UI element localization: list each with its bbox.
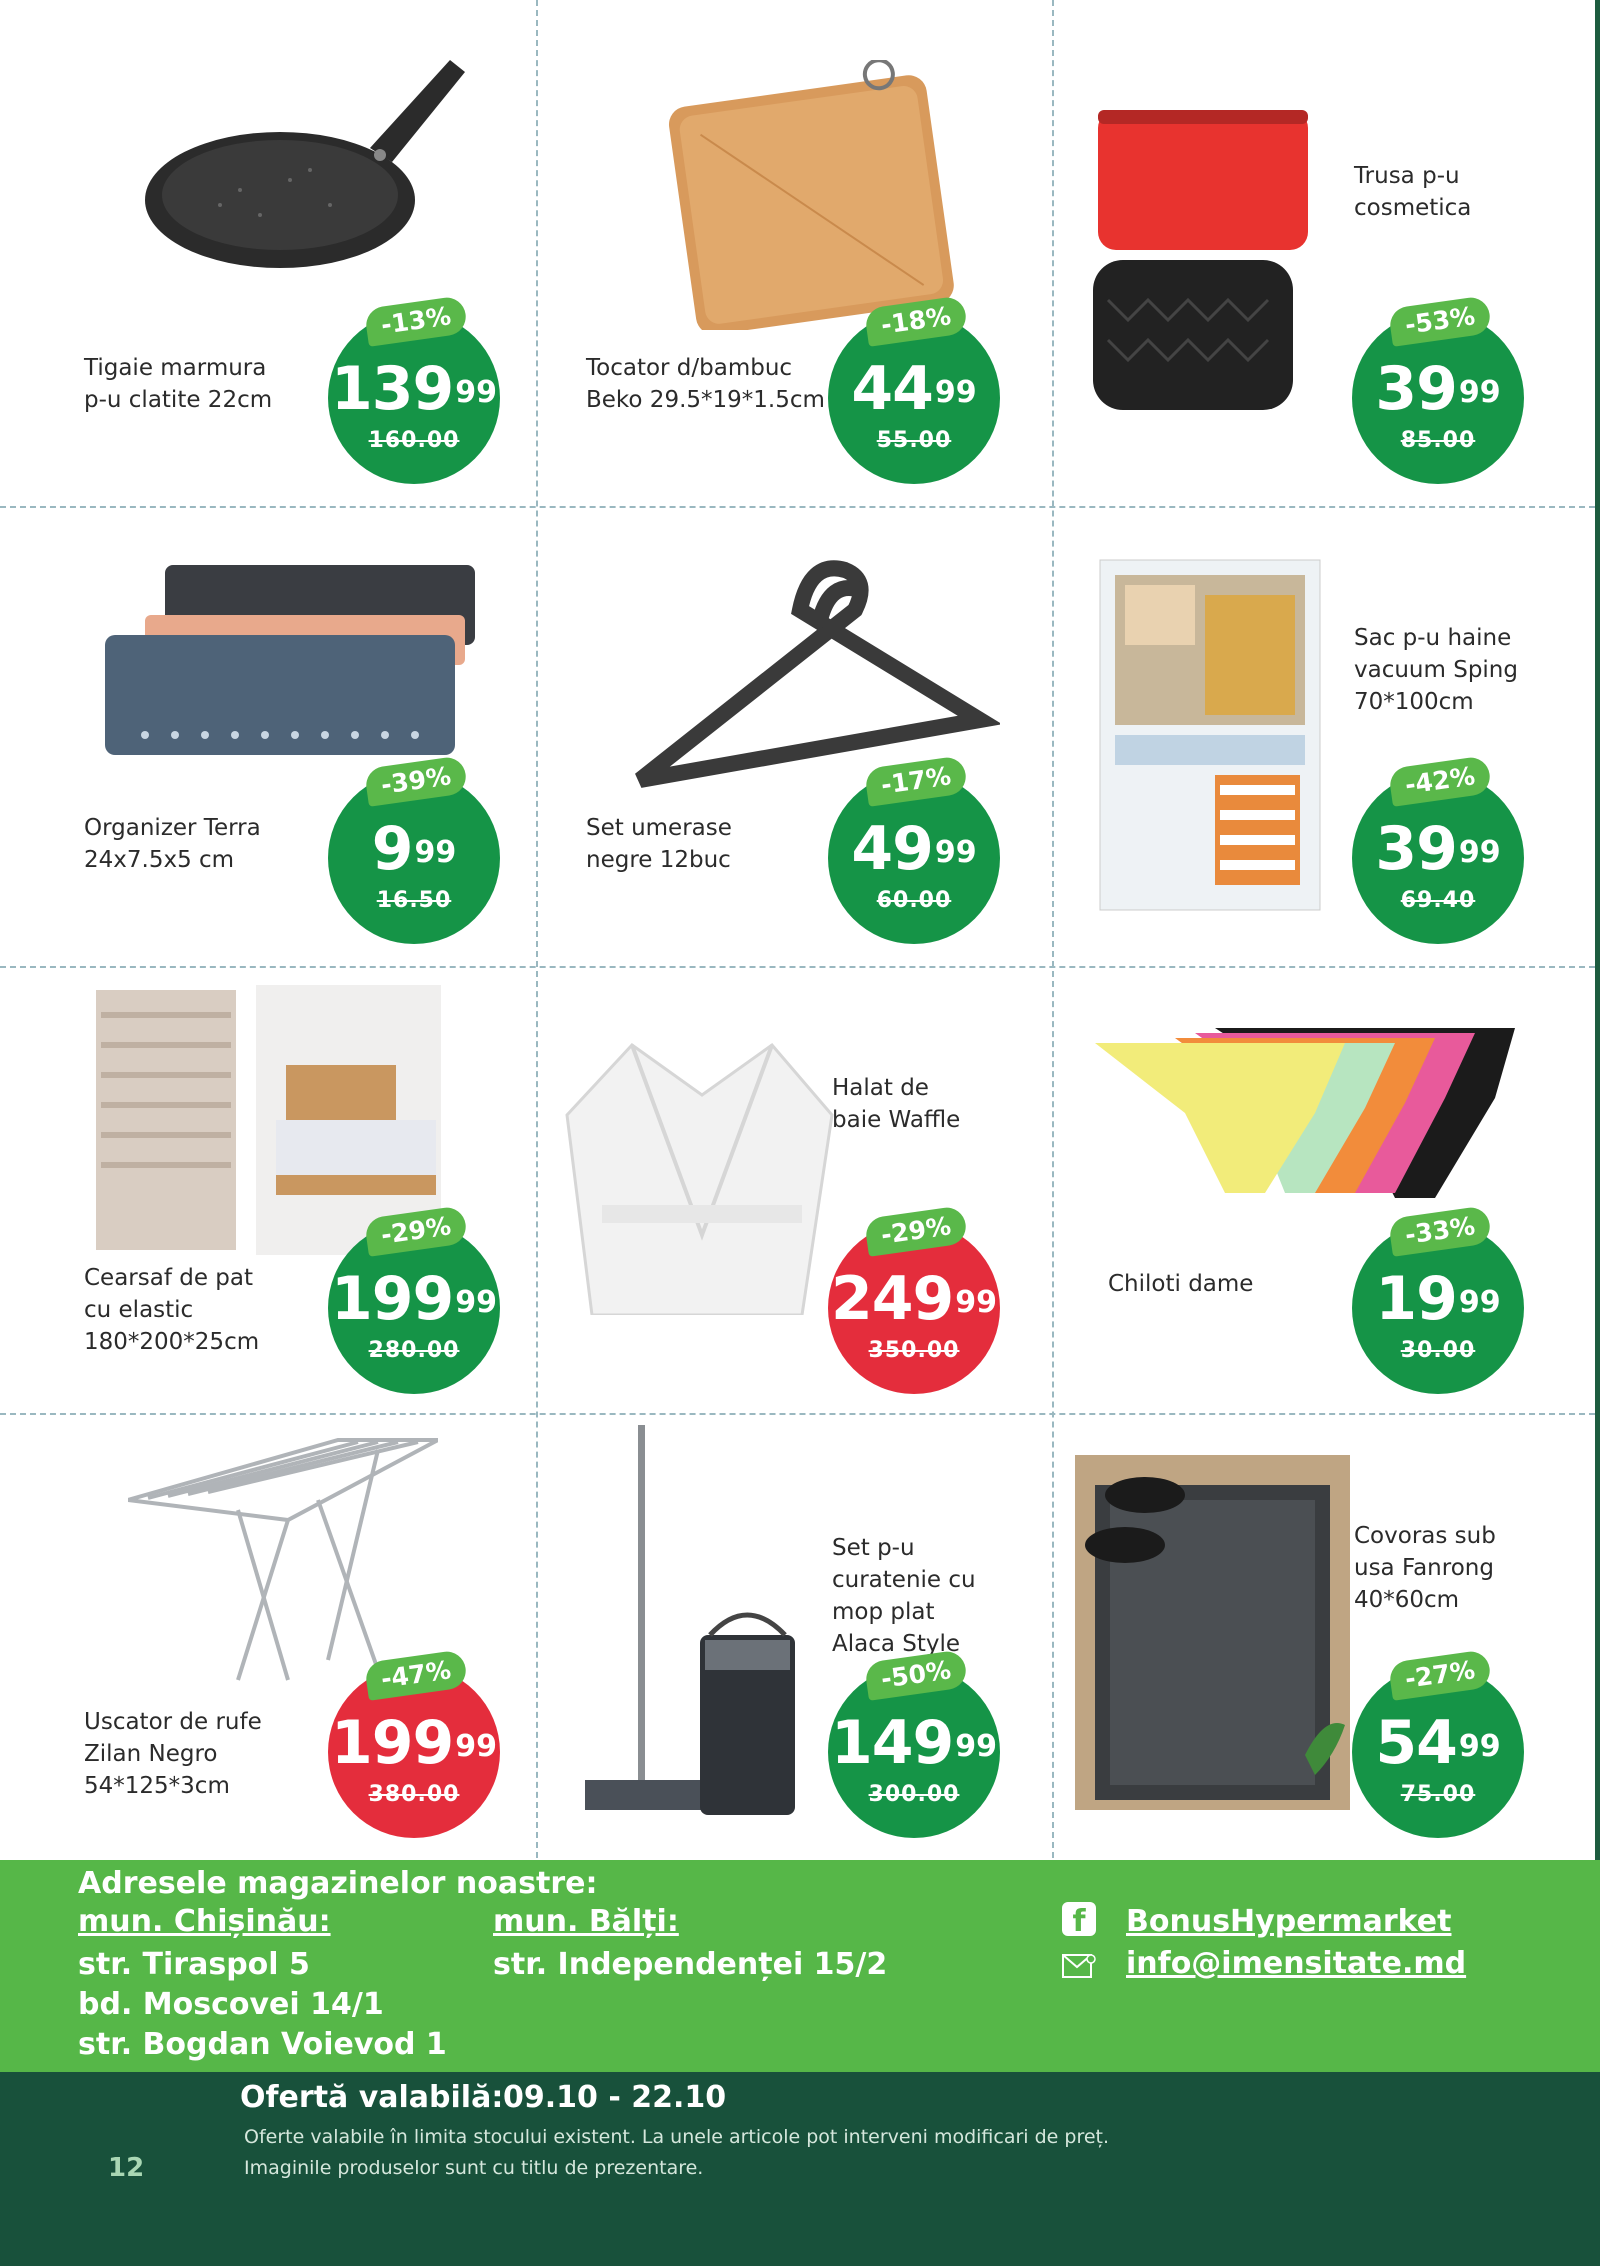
facebook-icon: f [1062, 1902, 1096, 1936]
price-decimal: 99 [934, 835, 977, 870]
price [328, 354, 500, 424]
price-integer: 249 [831, 1264, 954, 1334]
bathrobe-icon [562, 1035, 837, 1315]
email-icon [1062, 1954, 1096, 1978]
old-price: 380.00 [368, 1782, 460, 1807]
old-price: 55.00 [876, 428, 952, 453]
vacuum-bag-icon [1095, 555, 1325, 915]
price-badge [1352, 761, 1524, 944]
price-decimal: 99 [1458, 1729, 1501, 1764]
product-name: Cearsaf de pat cu elastic 180*200*25cm [84, 1265, 260, 1355]
grid-divider [0, 1413, 1595, 1415]
price-integer: 39 [1375, 354, 1457, 424]
discount-tag: -33% [1388, 1205, 1492, 1257]
old-price: 60.00 [876, 888, 952, 913]
old-price: 69.40 [1400, 888, 1476, 913]
old-price: 300.00 [868, 1782, 960, 1807]
price [1352, 1708, 1524, 1778]
price [328, 814, 500, 884]
price-decimal: 99 [955, 1729, 997, 1764]
price-badge [328, 1211, 500, 1394]
cutting-board-icon [650, 60, 970, 330]
product-name: Uscator de rufe Zilan Negro 54*125*3cm [84, 1709, 262, 1799]
grid-divider [1052, 0, 1054, 1858]
price [328, 1264, 500, 1334]
price [328, 1708, 500, 1778]
price-badge [1352, 1655, 1524, 1838]
old-price: 160.00 [368, 428, 460, 453]
price-integer: 9 [371, 814, 413, 884]
price-badge [328, 301, 500, 484]
discount-tag: -18% [864, 295, 968, 347]
grid-divider [536, 0, 538, 1858]
old-price: 350.00 [868, 1338, 960, 1363]
price-decimal: 99 [455, 1285, 497, 1320]
discount-tag: -50% [864, 1649, 968, 1701]
price [828, 1708, 1000, 1778]
discount-tag: -39% [364, 755, 468, 807]
address-line: str. Independenței 15/2 [493, 1947, 888, 1982]
frying-pan-icon [130, 50, 470, 280]
discount-tag: -29% [864, 1205, 968, 1257]
city-chisinau: mun. Chișinău: [78, 1904, 331, 1939]
price [1352, 1264, 1524, 1334]
price-integer: 139 [331, 354, 454, 424]
price-integer: 49 [851, 814, 933, 884]
address-line: bd. Moscovei 14/1 [78, 1987, 384, 2022]
city-balti: mun. Bălți: [493, 1904, 679, 1939]
price-badge [328, 761, 500, 944]
old-price: 16.50 [376, 888, 452, 913]
price-decimal: 99 [1458, 375, 1501, 410]
product-name: Halat de baie Waffle [832, 1075, 961, 1133]
discount-tag: -47% [364, 1649, 468, 1701]
price-decimal: 99 [955, 1285, 997, 1320]
price [1352, 354, 1524, 424]
price-badge [828, 1211, 1000, 1394]
price-integer: 19 [1375, 1264, 1457, 1334]
price-integer: 39 [1375, 814, 1457, 884]
underwear-icon [1095, 1018, 1515, 1218]
price-decimal: 99 [455, 375, 497, 410]
price-badge [1352, 301, 1524, 484]
price-badge [828, 301, 1000, 484]
offer-label: Ofertă valabilă: [240, 2080, 504, 2115]
old-price: 280.00 [368, 1338, 460, 1363]
discount-tag: -27% [1388, 1649, 1492, 1701]
price-badge [328, 1655, 500, 1838]
offer-dates: 09.10 - 22.10 [503, 2080, 727, 2115]
old-price: 75.00 [1400, 1782, 1476, 1807]
product-name: Trusa p-u cosmetica [1354, 163, 1472, 221]
grid-divider [0, 506, 1595, 508]
price-integer: 199 [331, 1708, 454, 1778]
price [828, 1264, 1000, 1334]
discount-tag: -42% [1388, 755, 1492, 807]
price-decimal: 99 [414, 835, 457, 870]
product-name: Sac p-u haine vacuum Sping 70*100cm [1354, 625, 1518, 715]
mop-bucket-icon [580, 1425, 800, 1825]
product-name: Organizer Terra 24x7.5x5 cm [84, 815, 261, 873]
product-name: Set p-u curatenie cu mop plat Alaca Style [832, 1535, 976, 1657]
product-name: Covoras sub usa Fanrong 40*60cm [1354, 1523, 1496, 1613]
right-edge-strip [1595, 0, 1600, 1860]
product-name: Tocator d/bambuc Beko 29.5*19*1.5cm [586, 355, 825, 413]
price-decimal: 99 [455, 1729, 497, 1764]
discount-tag: -53% [1388, 295, 1492, 347]
price-decimal: 99 [1458, 835, 1501, 870]
price [828, 354, 1000, 424]
address-line: str. Bogdan Voievod 1 [78, 2027, 447, 2062]
price-integer: 54 [1375, 1708, 1457, 1778]
page-number: 12 [108, 2153, 145, 2183]
price [1352, 814, 1524, 884]
old-price: 30.00 [1400, 1338, 1476, 1363]
price-integer: 199 [331, 1264, 454, 1334]
grid-divider [0, 966, 1595, 968]
disclaimer-line: Oferte valabile în limita stocului existent. La unele articole pot interveni modificari de preț. [244, 2126, 1110, 2148]
email-link[interactable]: info@imensitate.md [1126, 1946, 1467, 1981]
stores-title: Adresele magazinelor noastre: [78, 1866, 598, 1901]
price [828, 814, 1000, 884]
price-decimal: 99 [1458, 1285, 1501, 1320]
facebook-link[interactable]: BonusHypermarket [1126, 1904, 1452, 1939]
discount-tag: -13% [364, 295, 468, 347]
disclaimer-line: Imaginile produselor sunt cu titlu de prezentare. [244, 2157, 704, 2179]
product-name: Set umerase negre 12buc [586, 815, 732, 873]
clothes-dryer-icon [128, 1430, 438, 1690]
discount-tag: -17% [864, 755, 968, 807]
price-decimal: 99 [934, 375, 977, 410]
organizer-basket-icon [105, 555, 485, 765]
address-line: str. Tiraspol 5 [78, 1947, 310, 1982]
price-badge [828, 1655, 1000, 1838]
price-integer: 44 [851, 354, 933, 424]
price-integer: 149 [831, 1708, 954, 1778]
price-badge [828, 761, 1000, 944]
old-price: 85.00 [1400, 428, 1476, 453]
cosmetic-bag-icon [1088, 100, 1318, 420]
price-badge [1352, 1211, 1524, 1394]
product-name: Chiloti dame [1108, 1271, 1254, 1297]
product-name: Tigaie marmura p-u clatite 22cm [84, 355, 273, 413]
discount-tag: -29% [364, 1205, 468, 1257]
doormat-icon [1075, 1455, 1350, 1810]
